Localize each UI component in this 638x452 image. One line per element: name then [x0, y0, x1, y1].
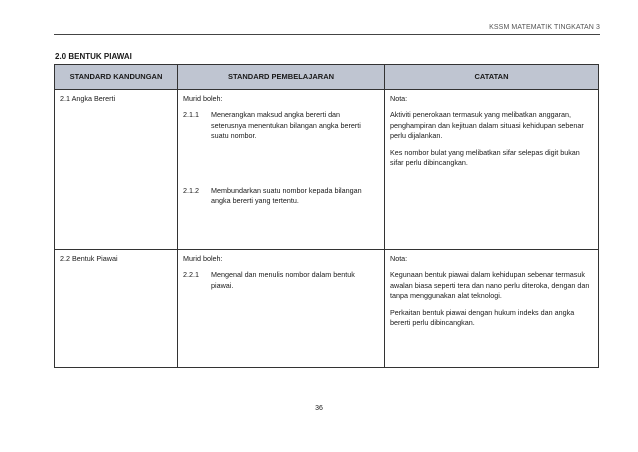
page-number: 36: [315, 405, 323, 412]
learning-standard-cell: [178, 90, 385, 250]
content-standard-cell: [55, 90, 178, 250]
note-paragraph: Perkaitan bentuk piawai dengan hukum indeks dan angka bererti perlu dibincangkan.: [390, 307, 575, 328]
intro-text: Murid boleh:: [183, 94, 223, 103]
table-header-row: [55, 65, 599, 90]
note-paragraph: Kegunaan bentuk piawai dalam kehidupan sebenar termasuk awalan biasa seperti tera dan nano perlu diteroka, dengan dan tanpa menggunakan alat teknologi.: [390, 270, 590, 301]
learning-standard: [183, 270, 379, 291]
col-header-standard-kandungan: STANDARD KANDUNGAN: [55, 65, 178, 90]
learning-standard: [183, 110, 379, 141]
curriculum-table: [54, 64, 599, 368]
note-paragraph: Kes nombor bulat yang melibatkan sifar selepas digit bukan sifar perlu dibincangkan.: [390, 147, 580, 168]
standard-number: 2.1.2: [183, 185, 199, 195]
table-row: [55, 250, 599, 368]
standard-number: 2.1.1: [183, 110, 199, 120]
standard-number: 2.2.1: [183, 270, 199, 280]
standard-text: Mengenal dan menulis nombor dalam bentuk piawai.: [211, 270, 355, 290]
content-standard: 2.2 Bentuk Piawai: [60, 254, 118, 263]
section-title: 2.0 BENTUK PIAWAI: [55, 52, 132, 61]
content-standard: 2.1 Angka Bererti: [60, 94, 116, 103]
standard-text: Membundarkan suatu nombor kepada bilangan angka bererti yang tertentu.: [211, 185, 362, 206]
note-label: Nota:: [390, 254, 408, 263]
standard-text: Menerangkan maksud angka bererti dan seterusnya menentukan bilangan angka bererti suatu nombor.: [211, 110, 361, 141]
note-paragraph: Aktiviti penerokaan termasuk yang melibatkan anggaran, penghampiran dan kejituan dalam situasi kehidupan sebenar perlu dijalankan.: [390, 110, 584, 141]
notes-cell: [385, 90, 599, 250]
content-standard-cell: [55, 250, 178, 368]
note-label: Nota:: [390, 94, 408, 103]
intro-text: Murid boleh:: [183, 254, 223, 263]
header-rule: [54, 34, 600, 35]
col-header-catatan: CATATAN: [385, 65, 599, 90]
col-header-standard-pembelajaran: STANDARD PEMBELAJARAN: [178, 65, 385, 90]
learning-standard: [183, 186, 379, 207]
notes-cell: [385, 250, 599, 368]
learning-standard-cell: [178, 250, 385, 368]
running-header: KSSM MATEMATIK TINGKATAN 3: [489, 24, 600, 31]
table-row: [55, 90, 599, 250]
